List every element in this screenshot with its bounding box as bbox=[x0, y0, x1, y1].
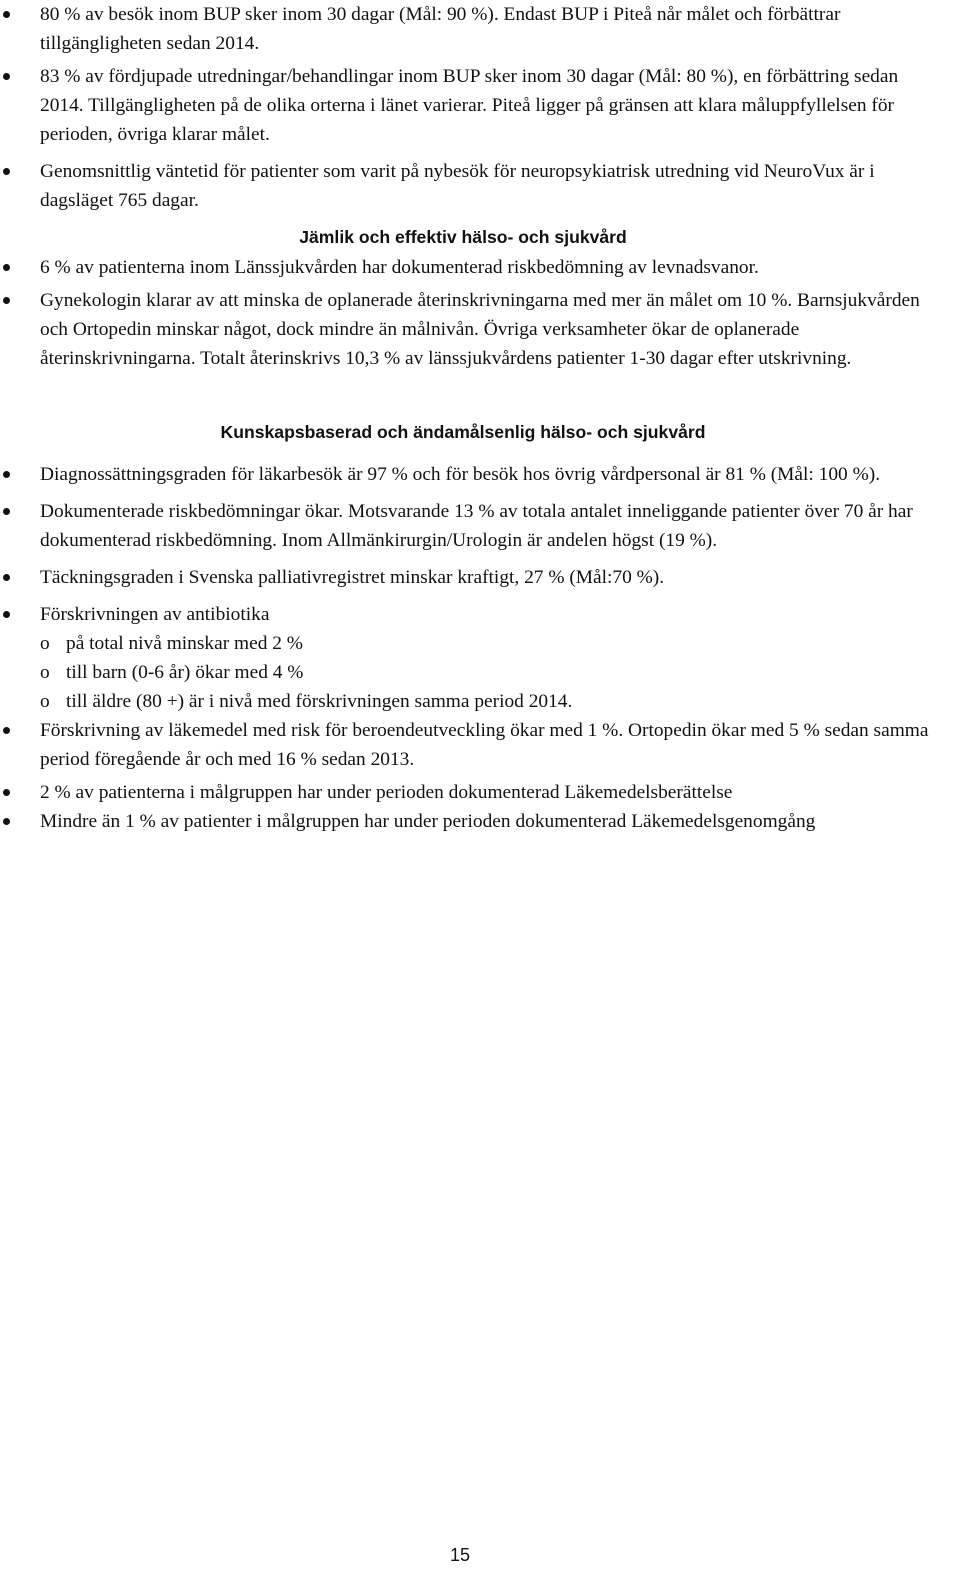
list-item: 6 % av patienterna inom Länssjukvården har dokumenterad riskbedömning av levnadsvanor. bbox=[0, 253, 936, 282]
sub-list-item bbox=[0, 629, 936, 658]
list-item: 83 % av fördjupade utredningar/behandlingar inom BUP sker inom 30 dagar (Mål: 80 %), en förbättring sedan 2014. Tillgängligheten på de olika orterna i länet varierar. Piteå ligger på gränsen att klara måluppfyllelsen för perioden, övriga klarar målet. bbox=[0, 62, 936, 149]
list-item: Diagnossättningsgraden för läkarbesök är 97 % och för besök hos övrig vårdpersonal är 81 % (Mål: 100 %). bbox=[0, 460, 936, 489]
list-item: Mindre än 1 % av patienter i målgruppen har under perioden dokumenterad Läkemedelsgenomgång bbox=[0, 807, 936, 836]
list-item: 80 % av besök inom BUP sker inom 30 dagar (Mål: 90 %). Endast BUP i Piteå når målet och förbättrar tillgängligheten sedan 2014. bbox=[0, 0, 936, 58]
sub-list-text: till äldre (80 +) är i nivå med förskrivningen samma period 2014. bbox=[66, 691, 573, 712]
equal-care-bullet-list bbox=[0, 253, 948, 373]
list-item: Gynekologin klarar av att minska de oplanerade återinskrivningarna med mer än målet om 10 %. Barnsjukvården och Ortopedin minskar något, dock mindre än målnivån. Övriga verksamheter ökar de oplanerade återinskrivningarna. Totalt återinskrivs 10,3 % av länssjukvårdens patienter 1-30 dagar efter utskrivning. bbox=[0, 286, 936, 373]
list-item: Dokumenterade riskbedömningar ökar. Motsvarande 13 % av totala antalet inneliggande patienter över 70 år har dokumenterad riskbedömning. Inom Allmänkirurgin/Urologin är andelen högst (19 %). bbox=[0, 497, 936, 555]
sub-list-item bbox=[0, 687, 936, 716]
page-number: 15 bbox=[449, 1545, 471, 1565]
sub-list-text: på total nivå minskar med 2 % bbox=[66, 633, 303, 654]
sub-list-marker: o bbox=[40, 662, 50, 683]
sub-list-marker: o bbox=[40, 633, 50, 654]
list-item: 2 % av patienterna i målgruppen har under perioden dokumenterad Läkemedelsberättelse bbox=[0, 778, 936, 807]
sub-list-item bbox=[0, 658, 936, 687]
list-item: Täckningsgraden i Svenska palliativregistret minskar kraftigt, 27 % (Mål:70 %). bbox=[0, 563, 936, 592]
list-item-label: Förskrivningen av antibiotika bbox=[40, 604, 270, 625]
list-item: Genomsnittlig väntetid för patienter som varit på nybesök för neuropsykiatrisk utredning vid NeuroVux är i dagsläget 765 dagar. bbox=[0, 157, 936, 215]
list-item: Förskrivning av läkemedel med risk för beroendeutveckling ökar med 1 %. Ortopedin ökar med 5 % sedan samma period föregående år och med 16 % sedan 2013. bbox=[0, 716, 936, 774]
knowledge-care-bullet-list bbox=[0, 460, 948, 836]
access-bullet-list bbox=[0, 0, 948, 215]
sub-list-text: till barn (0-6 år) ökar med 4 % bbox=[66, 662, 304, 683]
list-item-antibiotics bbox=[0, 600, 936, 716]
antibiotics-sub-list bbox=[0, 629, 936, 716]
section-heading-equal-care: Jämlik och effektiv hälso- och sjukvård bbox=[299, 227, 627, 247]
section-heading-knowledge-based-care: Kunskapsbaserad och ändamålsenlig hälso- och sjukvård bbox=[220, 422, 706, 442]
sub-list-marker: o bbox=[40, 691, 50, 712]
